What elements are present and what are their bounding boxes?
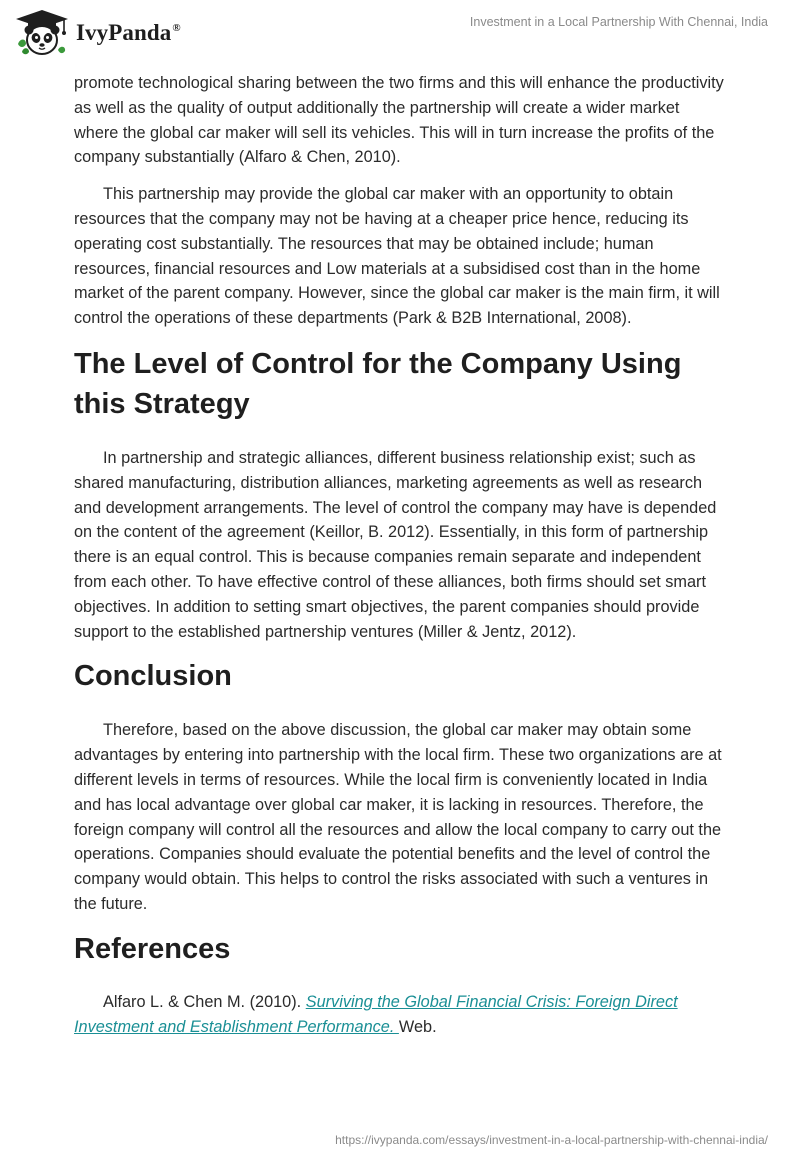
essay-content (74, 71, 726, 1051)
reference-title-link[interactable]: Surviving the Global Financial Crisis: Foreign Direct Investment and Establishment Performance. (74, 992, 678, 1036)
paragraph-technology-sharing: promote technological sharing between the two firms and this will enhance the productivity as well as the quality of output additionally the partnership will create a wider market where the global car maker will sell its vehicles. This will in turn increase the profits of the company substantially (Alfaro & Chen, 2010). (74, 74, 724, 167)
brand-name (76, 20, 181, 46)
registered-mark: ® (172, 22, 181, 34)
reference-entry (74, 990, 726, 1040)
heading-conclusion: Conclusion (74, 660, 232, 693)
page-url: https://ivypanda.com/essays/investment-in-a-local-partnership-with-chennai-india/ (335, 1133, 768, 1147)
ivypanda-logo[interactable] (14, 8, 181, 58)
paragraph-control: In partnership and strategic alliances, different business relationship exist; such as shared manufacturing, distribution alliances, marketing agreements as well as research and development arrangements. The level of control the company may have is depended on the content of the agreement (Keillor, B. 2012). Essentially, in this form of partnership there is an equal control. This is because companies remain separate and independent from each other. To have effective control of these alliances, both firms should set smart objectives. In addition to setting smart objectives, the parent companies should provide support to the established partnership ventures (Miller & Jentz, 2012). (74, 448, 717, 641)
heading-references: References (74, 932, 231, 965)
page-header (0, 0, 800, 66)
brand-text: IvyPanda (76, 20, 172, 45)
document-title: Investment in a Local Partnership With Chennai, India (469, 15, 768, 29)
reference-suffix: Web. (398, 1017, 437, 1036)
panda-graduate-icon (14, 8, 70, 58)
reference-authors: Alfaro L. & Chen M. (2010). (103, 992, 306, 1011)
paragraph-conclusion: Therefore, based on the above discussion, the global car maker may obtain some advantages by entering into partnership with the local firm. These two organizations are at different levels in terms of resources. While the local firm is conveniently located in India and has local advantage over global car maker, it is lacking in resources. Therefore, the foreign company will control all the resources and allow the local company to carry out the operations. Companies should evaluate the potential benefits and the level of control the company would obtain. This helps to control the risks associated with such a ventures in the future. (74, 721, 722, 913)
paragraph-resources: This partnership may provide the global car maker with an opportunity to obtain resources that the company may not be having at a cheaper price hence, reducing its operating cost substantially. The resources that may be obtained include; human resources, financial resources and Low materials at a subsidised cost than in the home market of the parent company. However, since the global car maker is the main firm, it will control the operations of these departments (Park & B2B International, 2008). (74, 185, 720, 328)
heading-level-of-control: The Level of Control for the Company Using this Strategy (74, 347, 682, 420)
